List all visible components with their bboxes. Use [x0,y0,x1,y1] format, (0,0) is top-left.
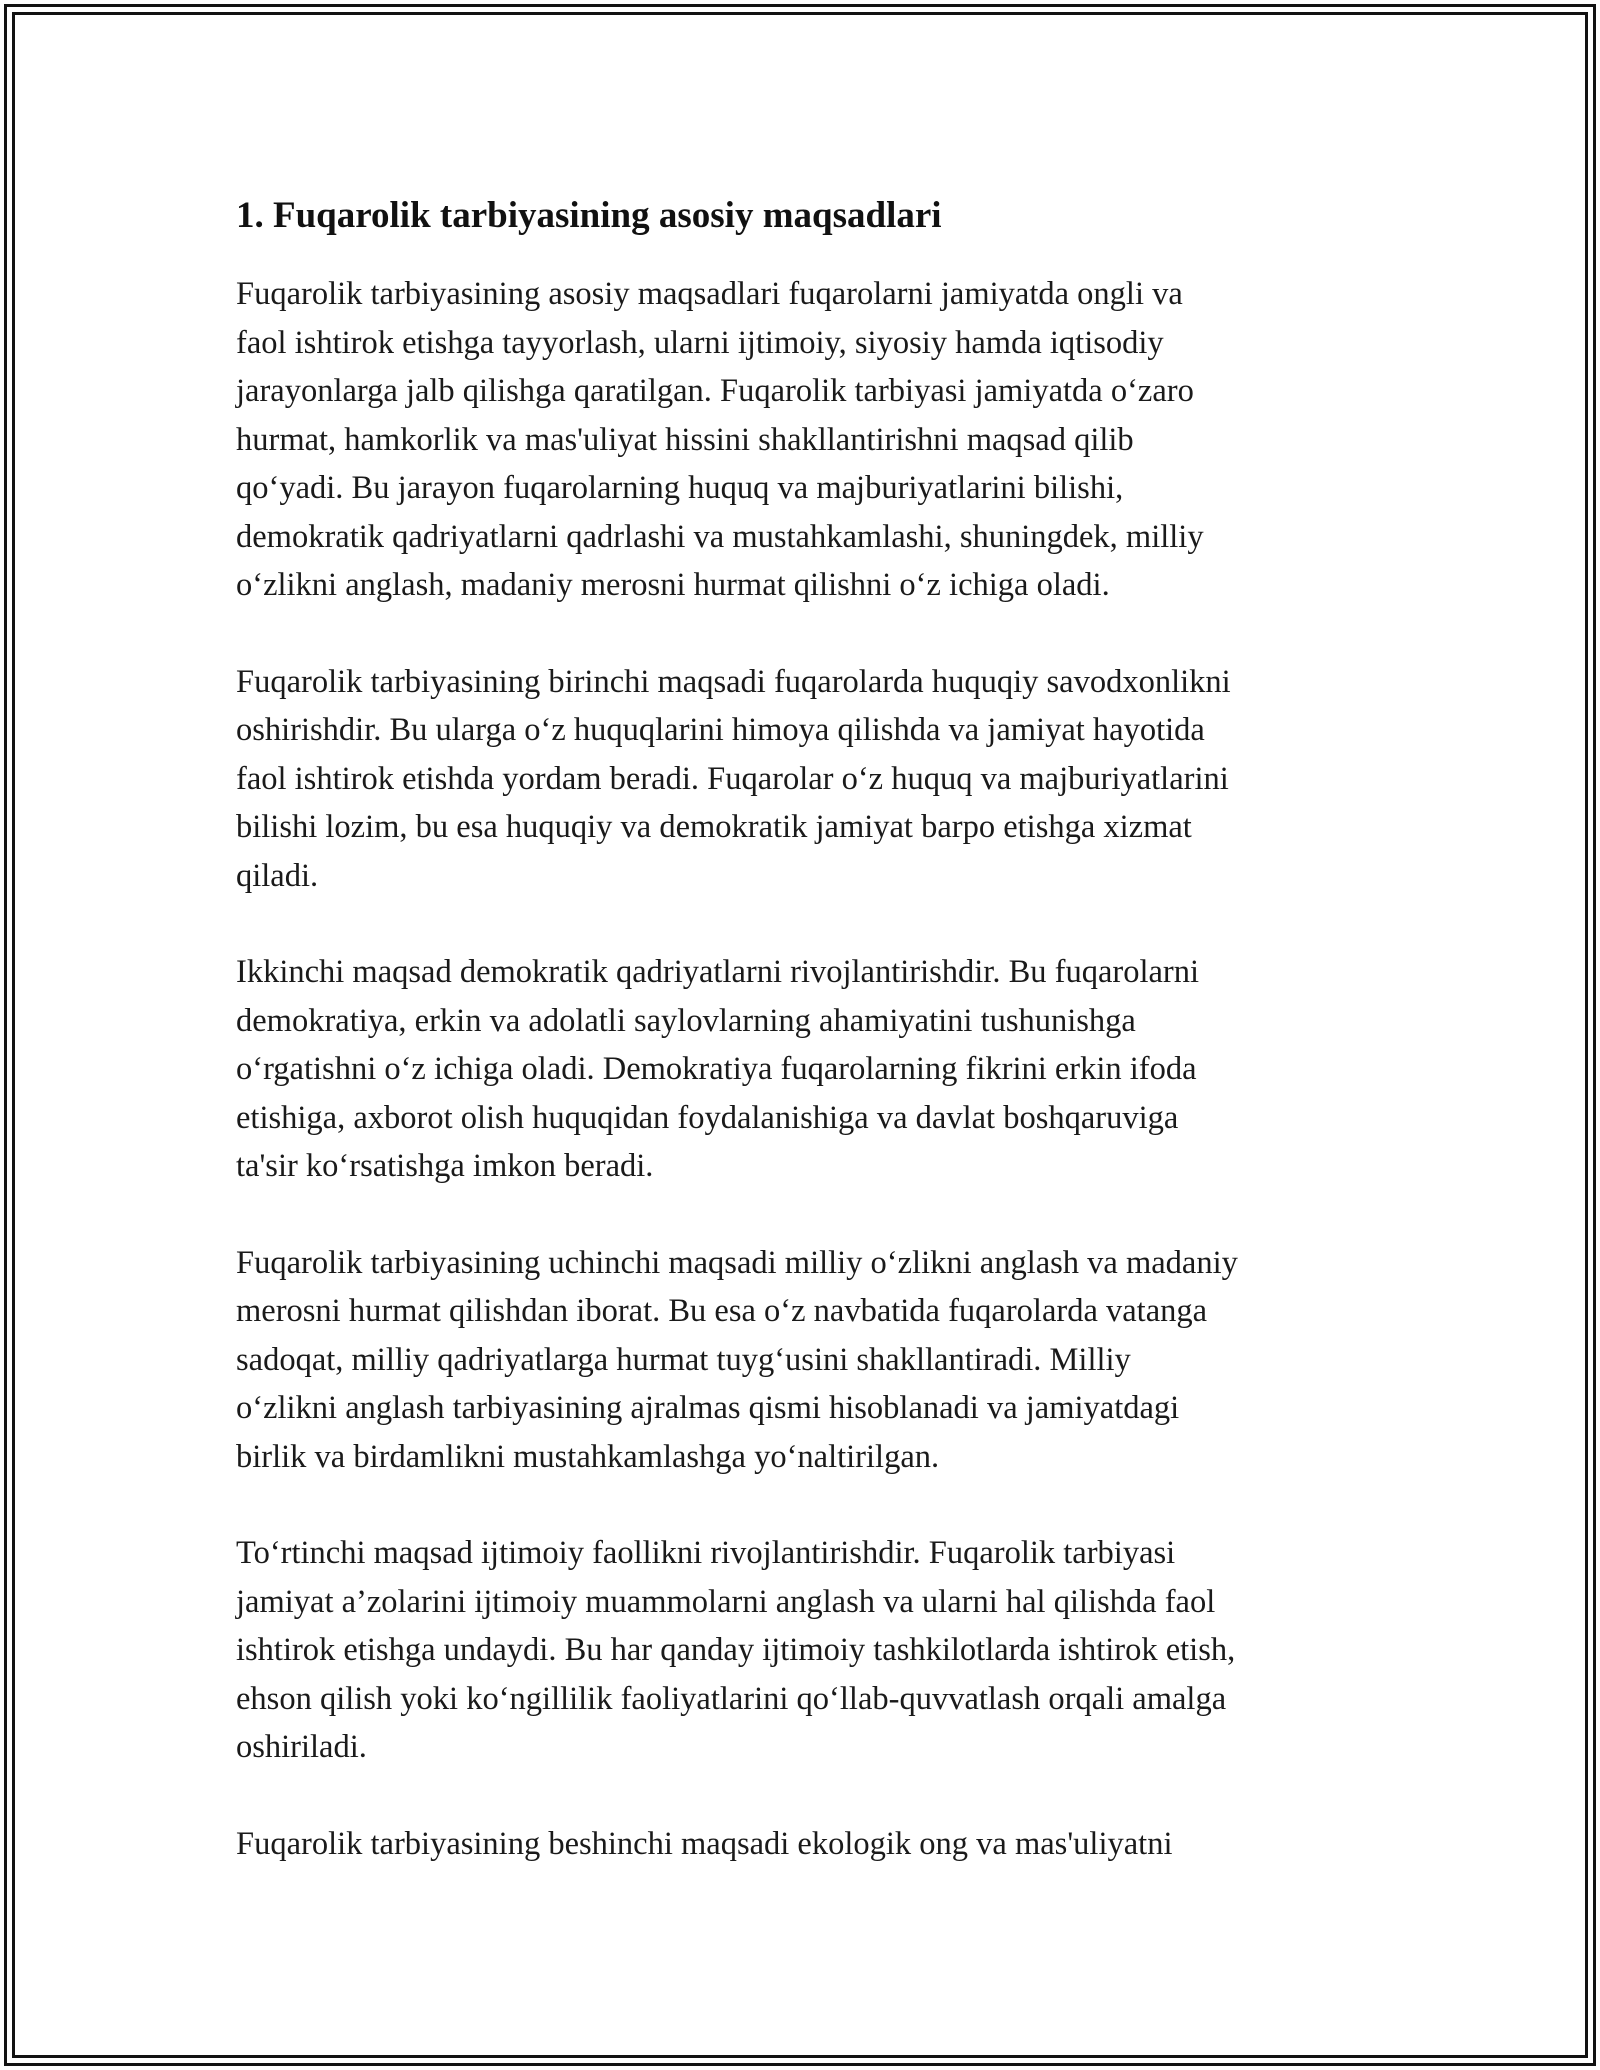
section-heading: 1. Fuqarolik tarbiyasining asosiy maqsadlari [236,195,942,236]
paragraph [236,1820,1386,1869]
paragraph-line: o‘zlikni anglash, madaniy merosni hurmat qilishni o‘z ichiga oladi. [236,567,1110,603]
paragraph-line: qo‘yadi. Bu jarayon fuqarolarning huquq va majburiyatlarini bilishi, [236,470,1124,506]
paragraph-line: sadoqat, milliy qadriyatlarga hurmat tuyg‘usini shakllantiradi. Milliy [236,1341,1131,1378]
paragraph-line: jamiyat a’zolarini ijtimoiy muammolarni anglash va ularni hal qilishda faol [236,1583,1216,1620]
paragraph-line: ishtirok etishga undaydi. Bu har qanday ijtimoiy tashkilotlarda ishtirok etish, [236,1632,1236,1668]
paragraph-line: bilishi lozim, bu esa huquqiy va demokratik jamiyat barpo etishga xizmat [236,809,1192,845]
paragraph-line: ta'sir ko‘rsatishga imkon beradi. [236,1148,654,1184]
document-body [236,188,1386,1916]
paragraph [236,1529,1386,1772]
paragraph-line: o‘rgatishni o‘z ichiga oladi. Demokratiya fuqarolarning fikrini erkin ifoda [236,1051,1197,1087]
paragraph-line: o‘zlikni anglash tarbiyasining ajralmas qismi hisoblanadi va jamiyatdagi [236,1390,1180,1426]
paragraph [236,658,1386,901]
paragraph-line: Ikkinchi maqsad demokratik qadriyatlarni rivojlantirishdir. Bu fuqarolarni [236,954,1200,990]
paragraph-line: birlik va birdamlikni mustahkamlashga yo‘naltirilgan. [236,1438,940,1475]
paragraph-line: demokratiya, erkin va adolatli saylovlarning ahamiyatini tushunishga [236,1002,1136,1039]
paragraph-line: demokratik qadriyatlarni qadrlashi va mustahkamlashi, shuningdek, milliy [236,518,1204,555]
paragraph-line: qiladi. [236,857,319,894]
paragraph-line: merosni hurmat qilishdan iborat. Bu esa o‘z navbatida fuqarolarda vatanga [236,1293,1208,1329]
paragraph-line: oshiriladi. [236,1729,367,1765]
paragraph-line: Fuqarolik tarbiyasining birinchi maqsadi fuqarolarda huquqiy savodxonlikni [236,663,1231,700]
paragraph-line: ehson qilish yoki ko‘ngillilik faoliyatlarini qo‘llab-quvvatlash orqali amalga [236,1680,1227,1717]
paragraph [236,270,1386,610]
paragraph-line: Fuqarolik tarbiyasining uchinchi maqsadi milliy o‘zlikni anglash va madaniy [236,1244,1238,1281]
paragraph-line: faol ishtirok etishda yordam beradi. Fuqarolar o‘z huquq va majburiyatlarini [236,760,1229,797]
paragraph-line: jarayonlarga jalb qilishga qaratilgan. Fuqarolik tarbiyasi jamiyatda o‘zaro [236,373,1194,409]
paragraph-line: etishiga, axborot olish huquqidan foydalanishiga va davlat boshqaruviga [236,1099,1179,1136]
paragraph [236,1239,1386,1482]
paragraph-line: To‘rtinchi maqsad ijtimoiy faollikni rivojlantirishdir. Fuqarolik tarbiyasi [236,1535,1176,1571]
paragraph-line: hurmat, hamkorlik va mas'uliyat hissini shakllantirishni maqsad qilib [236,421,1134,458]
paragraph [236,948,1386,1191]
paragraph-line: oshirishdir. Bu ularga o‘z huquqlarini himoya qilishda va jamiyat hayotida [236,712,1205,748]
paragraph-line: Fuqarolik tarbiyasining beshinchi maqsadi ekologik ong va mas'uliyatni [236,1825,1173,1862]
paragraph-line: faol ishtirok etishga tayyorlash, ularni ijtimoiy, siyosiy hamda iqtisodiy [236,324,1164,361]
paragraph-line: Fuqarolik tarbiyasining asosiy maqsadlari fuqarolarni jamiyatda ongli va [236,276,1183,312]
paragraph-container [236,270,1386,1868]
